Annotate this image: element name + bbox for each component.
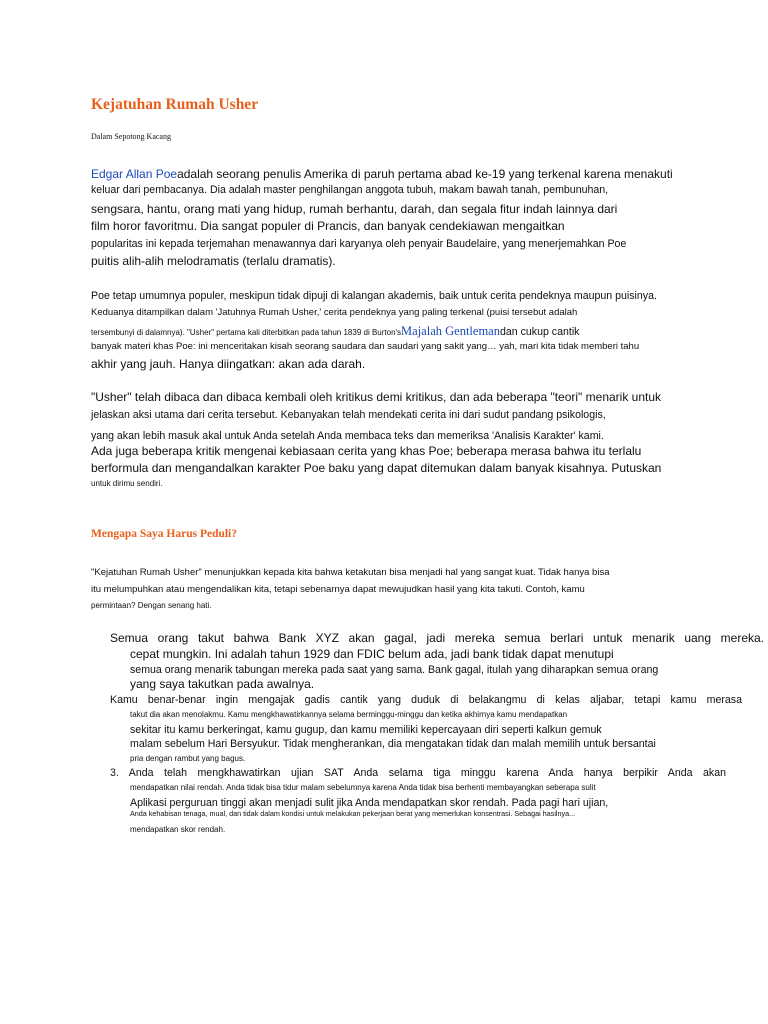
para2-line-4: banyak materi khas Poe: ini menceritakan kisah seorang saudara dan saudari yang sakit yang… yah, mari kita tidak memberi tahu [91,341,640,352]
item2-line-4: malam sebelum Hari Bersyukur. Tidak mengherankan, dia mengatakan tidak dan malah memilih untuk bersantai [130,738,656,750]
item1-line-4: yang saya takutkan pada awalnya. [130,677,315,691]
para2-line-3-end: dan cukup cantik [499,326,580,338]
item1-line-3: semua orang menarik tabungan mereka pada saat yang sama. Bank gagal, itulah yang diharapkan semua orang [130,664,659,676]
para3-line-3: yang akan lebih masuk akal untuk Anda setelah Anda membaca teks dan memeriksa 'Analisis Karakter' kami. [91,430,604,442]
intro-line-2: keluar dari pembacanya. Dia adalah master penghilangan anggota tubuh, makam bawah tanah, pembunuhan, [91,184,609,196]
intro-line-6: puitis alih-alih melodramatis (terlalu dramatis). [91,254,336,268]
item1-line-2: cepat mungkin. Ini adalah tahun 1929 dan FDIC belum ada, jadi bank tidak dapat menutupi [130,647,614,661]
para2-line-1: Poe tetap umumnya populer, meskipun tidak dipuji di kalangan akademis, baik untuk cerita pendeknya maupun puisinya. [91,290,657,302]
intro-text: adalah seorang penulis Amerika di paruh pertama abad ke-19 yang terkenal karena menakuti [177,167,673,181]
intro-line-4: film horor favoritmu. Dia sangat populer di Prancis, dan banyak cendekiawan mengaitkan [91,219,565,233]
item3-line-4: Anda kehabisan tenaga, mual, dan tidak dalam kondisi untuk melakukan pekerjaan berat yang memerlukan konsentrasi. Sebagai hasilnya... [130,809,576,818]
item3-line-2: mendapatkan nilai rendah. Anda tidak bisa tidur malam sebelumnya karena Anda tidak bisa berhenti membayangkan seberapa sulit [130,783,596,792]
para3-line-2: jelaskan aksi utama dari cerita tersebut. Kebanyakan telah mendekati cerita ini dari sudut pandang psikologis, [91,409,606,421]
item3-line-1: 3. Anda telah mengkhawatirkan ujian SAT Anda selama tiga minggu karena Anda hanya berpikir Anda akan [110,767,726,779]
para3-line-5: berformula dan mengandalkan karakter Poe baku yang dapat ditemukan dalam banyak kisahnya. Putuskan [91,461,662,475]
para2-line-5: akhir yang jauh. Hanya diingatkan: akan ada darah. [91,357,366,371]
item2-line-3: sekitar itu kamu berkeringat, kamu gugup, dan kamu memiliki kepercayaan diri seperti kalkun gemuk [130,724,602,736]
intro-line-3: sengsara, hantu, orang mati yang hidup, rumah berhantu, darah, dan segala fitur indah lainnya dari [91,202,618,216]
para4-line-2: itu melumpuhkan atau mengendalikan kita, tetapi sebenarnya dapat mewujudkan hasil yang kita takuti. Contoh, kamu [91,584,585,595]
document-subtitle: Dalam Sepotong Kacang [91,132,171,141]
section-heading: Mengapa Saya Harus Peduli? [91,528,238,540]
intro-line-1 [91,168,673,182]
para3-line-6: untuk dirimu sendiri. [91,479,163,488]
para2-line-3-text: tersembunyi di dalamnya). "Usher" pertama kali diterbitkan pada tahun 1839 di Burton's [91,328,402,337]
item3-line-5: mendapatkan skor rendah. [130,825,226,834]
magazine-link[interactable]: Majalah Gentleman [401,324,500,338]
para3-line-4: Ada juga beberapa kritik mengenai kebiasaan cerita yang khas Poe; beberapa merasa bahwa itu terlalu [91,444,642,458]
item2-line-1: Kamu benar-benar ingin mengajak gadis cantik yang duduk di belakangmu di kelas aljabar, tetapi kamu merasa [110,694,742,706]
para2-line-3 [91,324,579,338]
item1-line-1: Semua orang takut bahwa Bank XYZ akan gagal, jadi mereka semua berlari untuk menarik uang mereka. [110,631,764,645]
para4-line-1: "Kejatuhan Rumah Usher" menunjukkan kepada kita bahwa ketakutan bisa menjadi hal yang sangat kuat. Tidak hanya bisa [91,567,610,578]
item2-line-2: takut dia akan menolakmu. Kamu mengkhawatirkannya selama berminggu-minggu dan ketika akhirnya kamu mendapatkan [130,710,568,719]
para2-line-2: Keduanya ditampilkan dalam 'Jatuhnya Rumah Usher,' cerita pendeknya yang paling terkenal (puisi tersebut adalah [91,307,578,318]
item2-line-5: pria dengan rambut yang bagus. [130,754,246,763]
author-link[interactable]: Edgar Allan Poe [91,167,178,181]
para4-line-3: permintaan? Dengan senang hati. [91,601,212,610]
item3-line-3: Aplikasi perguruan tinggi akan menjadi sulit jika Anda mendapatkan skor rendah. Pada pagi hari ujian, [130,797,609,809]
intro-line-5: popularitas ini kepada terjemahan menawannya dari karyanya oleh penyair Baudelaire, yang menerjemahkan Poe [91,238,627,250]
para3-line-1: "Usher" telah dibaca dan dibaca kembali oleh kritikus demi kritikus, dan ada beberapa "teori" menarik untuk [91,390,662,404]
document-title: Kejatuhan Rumah Usher [91,96,259,113]
